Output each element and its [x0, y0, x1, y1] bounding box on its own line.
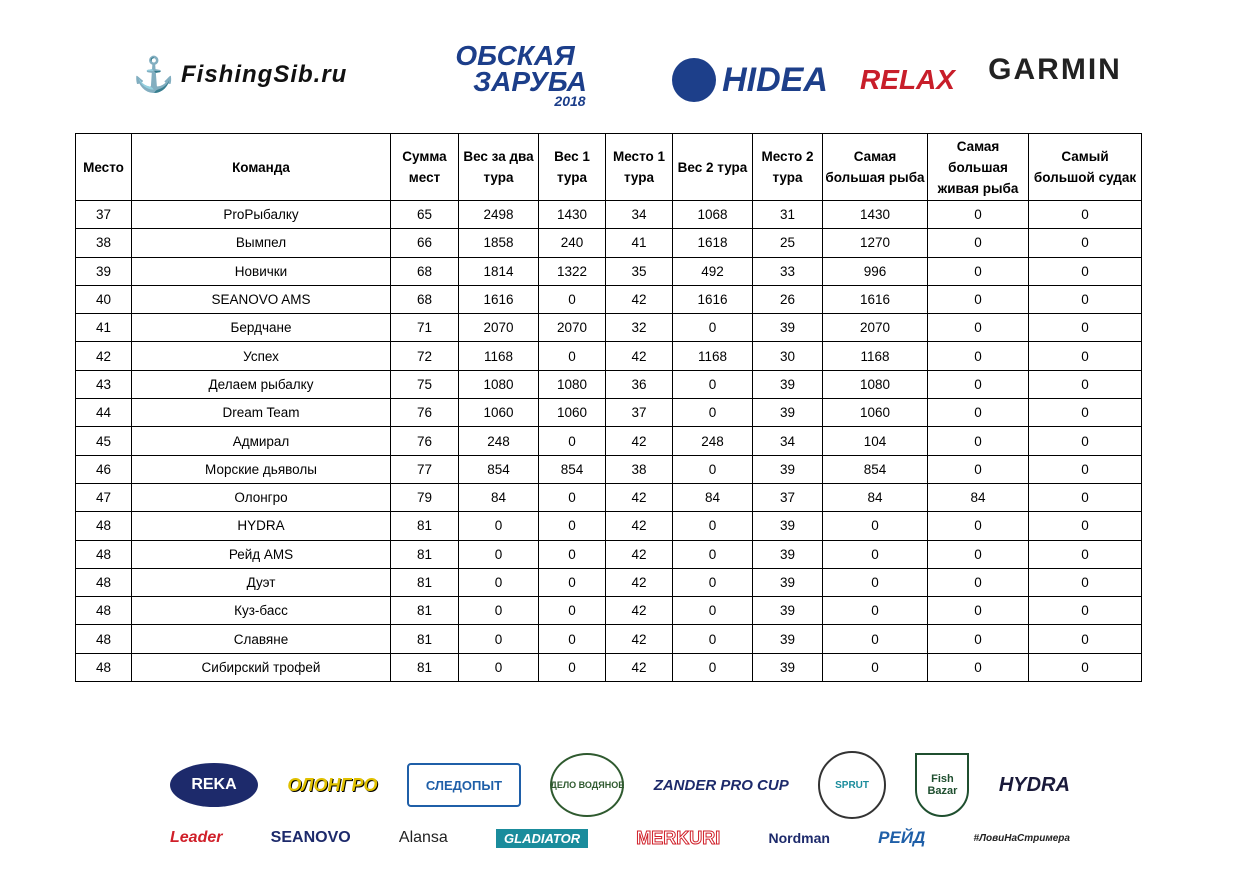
fisherman-icon: ⚓	[132, 56, 175, 94]
table-cell: 41	[76, 314, 132, 342]
table-cell: 81	[391, 625, 459, 653]
table-row	[76, 370, 1142, 398]
table-cell: 248	[673, 427, 753, 455]
table-cell: 81	[391, 653, 459, 681]
table-cell: 42	[606, 342, 673, 370]
table-cell: 39	[753, 399, 823, 427]
table-cell: Рейд AMS	[132, 540, 391, 568]
table-cell: 75	[391, 370, 459, 398]
table-cell: 0	[1029, 229, 1142, 257]
table-cell: 84	[823, 483, 928, 511]
table-cell: 36	[606, 370, 673, 398]
table-cell: 1060	[539, 399, 606, 427]
table-cell: 1080	[459, 370, 539, 398]
table-cell: 76	[391, 427, 459, 455]
table-cell: Куз-басс	[132, 597, 391, 625]
table-cell: 854	[539, 455, 606, 483]
table-cell: Новички	[132, 257, 391, 285]
table-cell: 0	[928, 285, 1029, 313]
table-cell: 0	[928, 201, 1029, 229]
sponsor-logo: СЛЕДОПЫТ	[407, 763, 521, 807]
table-cell: 39	[753, 597, 823, 625]
table-cell: 42	[606, 540, 673, 568]
table-cell: 0	[539, 568, 606, 596]
table-cell: 0	[459, 653, 539, 681]
table-cell: 0	[823, 625, 928, 653]
column-header: Вес за два тура	[459, 134, 539, 201]
table-cell: 0	[928, 653, 1029, 681]
column-header: Место 1 тура	[606, 134, 673, 201]
column-header: Самый большой судак	[1029, 134, 1142, 201]
table-cell: 0	[539, 285, 606, 313]
table-cell: 42	[606, 653, 673, 681]
table-cell: 1270	[823, 229, 928, 257]
sponsor-logo: #ЛовиНаСтримера	[973, 832, 1070, 844]
table-cell: 39	[753, 370, 823, 398]
table-cell: 0	[539, 512, 606, 540]
sponsor-logo: Fish Bazar	[915, 753, 969, 817]
table-row	[76, 257, 1142, 285]
table-cell: 37	[76, 201, 132, 229]
table-cell: 0	[673, 597, 753, 625]
table-row	[76, 568, 1142, 596]
table-cell: 1080	[539, 370, 606, 398]
sponsor-logo: REKA	[170, 763, 258, 807]
table-cell: 0	[673, 540, 753, 568]
table-cell: 248	[459, 427, 539, 455]
column-header: Вес 2 тура	[673, 134, 753, 201]
table-cell: 0	[928, 314, 1029, 342]
table-cell: 76	[391, 399, 459, 427]
table-cell: 0	[673, 399, 753, 427]
table-cell: 1430	[539, 201, 606, 229]
table-row	[76, 455, 1142, 483]
table-cell: 0	[823, 540, 928, 568]
table-cell: 0	[928, 229, 1029, 257]
table-cell: 2498	[459, 201, 539, 229]
table-cell: 0	[673, 653, 753, 681]
table-cell: 37	[606, 399, 673, 427]
table-cell: 1322	[539, 257, 606, 285]
sponsor-logo: РЕЙД	[878, 828, 926, 847]
table-cell: 1616	[823, 285, 928, 313]
table-cell: 854	[823, 455, 928, 483]
table-cell: 0	[459, 625, 539, 653]
sponsor-logo: SPRUT	[818, 751, 886, 819]
table-cell: 0	[1029, 512, 1142, 540]
table-cell: Успех	[132, 342, 391, 370]
table-cell: 48	[76, 540, 132, 568]
table-cell: 0	[1029, 314, 1142, 342]
table-cell: 0	[1029, 399, 1142, 427]
table-cell: 81	[391, 597, 459, 625]
table-row	[76, 625, 1142, 653]
table-cell: 240	[539, 229, 606, 257]
table-cell: 0	[539, 427, 606, 455]
table-cell: 33	[753, 257, 823, 285]
table-cell: 30	[753, 342, 823, 370]
table-cell: 0	[673, 455, 753, 483]
table-cell: 1168	[673, 342, 753, 370]
table-cell: 42	[606, 597, 673, 625]
table-row	[76, 512, 1142, 540]
table-cell: 0	[1029, 370, 1142, 398]
table-cell: 0	[928, 540, 1029, 568]
column-header: Вес 1 тура	[539, 134, 606, 201]
table-cell: 0	[928, 597, 1029, 625]
table-cell: 0	[823, 653, 928, 681]
table-cell: 26	[753, 285, 823, 313]
table-cell: 42	[606, 625, 673, 653]
table-cell: 39	[753, 568, 823, 596]
table-cell: 0	[459, 568, 539, 596]
table-cell: 25	[753, 229, 823, 257]
table-cell: 0	[1029, 427, 1142, 455]
table-cell: 81	[391, 512, 459, 540]
table-cell: 0	[1029, 597, 1142, 625]
table-cell: 0	[539, 540, 606, 568]
relax-logo: RELAX	[860, 64, 955, 95]
table-cell: 0	[673, 370, 753, 398]
sponsor-logo: ОЛОНГРО	[287, 774, 378, 795]
table-cell: 0	[1029, 540, 1142, 568]
table-cell: 45	[76, 427, 132, 455]
table-cell: 0	[928, 257, 1029, 285]
table-cell: Адмирал	[132, 427, 391, 455]
table-cell: 41	[606, 229, 673, 257]
sponsor-logo: GLADIATOR	[496, 829, 588, 848]
table-row	[76, 229, 1142, 257]
table-cell: 39	[753, 314, 823, 342]
table-cell: 0	[459, 540, 539, 568]
sponsor-logo: Leader	[170, 829, 223, 846]
table-cell: 31	[753, 201, 823, 229]
table-cell: 0	[673, 512, 753, 540]
table-cell: 39	[76, 257, 132, 285]
table-cell: 81	[391, 568, 459, 596]
table-cell: Вымпел	[132, 229, 391, 257]
sponsor-logos-row-1	[170, 750, 1070, 820]
table-cell: 77	[391, 455, 459, 483]
table-cell: 43	[76, 370, 132, 398]
table-row	[76, 483, 1142, 511]
table-cell: 0	[823, 512, 928, 540]
table-cell: 42	[606, 568, 673, 596]
table-cell: 1060	[823, 399, 928, 427]
table-cell: Сибирский трофей	[132, 653, 391, 681]
results-table	[75, 133, 1142, 682]
table-cell: 0	[673, 625, 753, 653]
table-cell: 84	[928, 483, 1029, 511]
table-cell: 0	[1029, 625, 1142, 653]
table-cell: 42	[76, 342, 132, 370]
table-cell: 39	[753, 455, 823, 483]
table-cell: 39	[753, 540, 823, 568]
table-cell: 492	[673, 257, 753, 285]
table-cell: 81	[391, 540, 459, 568]
table-cell: 0	[1029, 257, 1142, 285]
table-cell: Dream Team	[132, 399, 391, 427]
table-cell: 0	[673, 568, 753, 596]
table-cell: 0	[1029, 201, 1142, 229]
table-cell: 0	[539, 342, 606, 370]
sponsor-logo: Alansa	[398, 829, 448, 846]
table-cell: 1430	[823, 201, 928, 229]
table-cell: Олонгро	[132, 483, 391, 511]
table-row	[76, 342, 1142, 370]
column-header: Место 2 тура	[753, 134, 823, 201]
table-cell: 39	[753, 653, 823, 681]
table-cell: 38	[76, 229, 132, 257]
table-cell: 0	[823, 597, 928, 625]
table-row	[76, 597, 1142, 625]
table-cell: 0	[539, 653, 606, 681]
table-cell: 1858	[459, 229, 539, 257]
table-cell: 68	[391, 257, 459, 285]
table-cell: 0	[928, 568, 1029, 596]
table-cell: 47	[76, 483, 132, 511]
table-cell: 42	[606, 483, 673, 511]
table-cell: 84	[673, 483, 753, 511]
table-cell: 34	[606, 201, 673, 229]
sponsor-logo: MERKURI	[636, 827, 721, 848]
table-cell: 0	[928, 455, 1029, 483]
table-cell: 79	[391, 483, 459, 511]
table-cell: HYDRA	[132, 512, 391, 540]
obskaya-zaruba-logo: ОБСКАЯ ЗАРУБА 2018	[455, 40, 587, 109]
table-cell: 42	[606, 512, 673, 540]
table-cell: 854	[459, 455, 539, 483]
table-cell: 1616	[459, 285, 539, 313]
fishingsib-logo: ⚓ FishingSib.ru	[132, 56, 348, 94]
table-cell: 0	[928, 370, 1029, 398]
table-row	[76, 540, 1142, 568]
table-cell: 35	[606, 257, 673, 285]
sponsor-logo: SEANOVO	[270, 829, 351, 846]
table-cell: 0	[1029, 653, 1142, 681]
sponsor-logo: ZANDER PRO CUP	[653, 776, 789, 794]
column-header: Самая большая рыба	[823, 134, 928, 201]
table-cell: 0	[1029, 455, 1142, 483]
table-cell: 996	[823, 257, 928, 285]
table-cell: 0	[459, 512, 539, 540]
table-cell: 2070	[459, 314, 539, 342]
table-cell: 1168	[823, 342, 928, 370]
table-row	[76, 201, 1142, 229]
column-header: Сумма мест	[391, 134, 459, 201]
table-cell: 42	[606, 427, 673, 455]
table-cell: 48	[76, 512, 132, 540]
table-row	[76, 399, 1142, 427]
table-cell: 0	[539, 483, 606, 511]
table-cell: 39	[753, 512, 823, 540]
table-cell: 65	[391, 201, 459, 229]
table-cell: Морские дьяволы	[132, 455, 391, 483]
table-cell: 104	[823, 427, 928, 455]
table-cell: 0	[673, 314, 753, 342]
table-cell: 0	[539, 625, 606, 653]
table-cell: 0	[1029, 483, 1142, 511]
table-cell: 34	[753, 427, 823, 455]
table-cell: ProРыбалку	[132, 201, 391, 229]
table-cell: 1618	[673, 229, 753, 257]
table-cell: 1080	[823, 370, 928, 398]
table-cell: 66	[391, 229, 459, 257]
garmin-logo: GARMIN	[988, 53, 1122, 86]
table-row	[76, 653, 1142, 681]
table-header-row	[76, 134, 1142, 201]
table-cell: 48	[76, 653, 132, 681]
table-cell: 0	[1029, 568, 1142, 596]
table-cell: 2070	[539, 314, 606, 342]
table-cell: Славяне	[132, 625, 391, 653]
table-cell: Бердчане	[132, 314, 391, 342]
table-cell: 0	[928, 512, 1029, 540]
hidea-globe-icon	[672, 58, 716, 102]
table-row	[76, 285, 1142, 313]
table-cell: 1060	[459, 399, 539, 427]
sponsor-logo: ДЕЛО ВОДЯНОЕ	[550, 753, 624, 817]
table-cell: 42	[606, 285, 673, 313]
sponsor-logo: HYDRA	[998, 773, 1070, 796]
table-cell: 1616	[673, 285, 753, 313]
table-cell: 44	[76, 399, 132, 427]
sponsor-logo: Nordman	[768, 830, 830, 846]
table-row	[76, 427, 1142, 455]
sponsor-logos-row-2	[170, 823, 1070, 853]
table-cell: SEANOVO AMS	[132, 285, 391, 313]
table-cell: Дуэт	[132, 568, 391, 596]
table-cell: 1814	[459, 257, 539, 285]
table-cell: 0	[1029, 342, 1142, 370]
table-cell: 46	[76, 455, 132, 483]
table-cell: 48	[76, 597, 132, 625]
table-cell: 84	[459, 483, 539, 511]
table-cell: 72	[391, 342, 459, 370]
column-header: Место	[76, 134, 132, 201]
table-cell: 0	[928, 399, 1029, 427]
column-header: Команда	[132, 134, 391, 201]
table-cell: 68	[391, 285, 459, 313]
table-cell: 0	[928, 342, 1029, 370]
table-cell: 71	[391, 314, 459, 342]
table-cell: 32	[606, 314, 673, 342]
table-cell: Делаем рыбалку	[132, 370, 391, 398]
table-cell: 37	[753, 483, 823, 511]
table-cell: 48	[76, 568, 132, 596]
table-cell: 0	[539, 597, 606, 625]
table-cell: 39	[753, 625, 823, 653]
table-cell: 0	[928, 625, 1029, 653]
table-cell: 40	[76, 285, 132, 313]
table-cell: 0	[823, 568, 928, 596]
table-cell: 2070	[823, 314, 928, 342]
table-cell: 0	[928, 427, 1029, 455]
table-cell: 1068	[673, 201, 753, 229]
table-cell: 38	[606, 455, 673, 483]
table-row	[76, 314, 1142, 342]
hidea-logo: HIDEA	[655, 55, 845, 105]
table-cell: 0	[459, 597, 539, 625]
table-cell: 48	[76, 625, 132, 653]
column-header: Самая большая живая рыба	[928, 134, 1029, 201]
table-cell: 0	[1029, 285, 1142, 313]
table-cell: 1168	[459, 342, 539, 370]
